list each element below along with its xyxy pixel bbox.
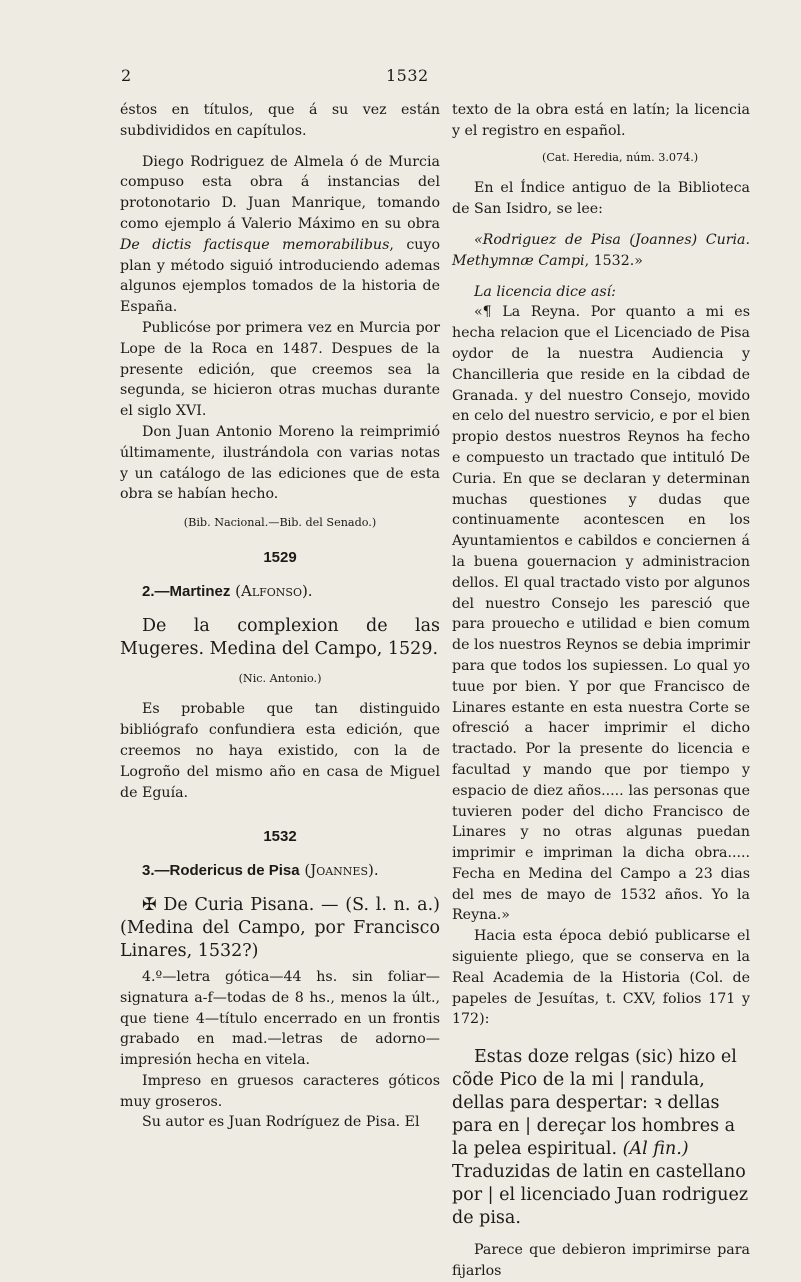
paragraph: Don Juan Antonio Moreno la reimprimió últimamente, ilustrándola con varias notas y un catálogo de las ediciones que de esta obra se habían hecho. [120,423,440,503]
citation: (Nic. Antonio.) [238,671,322,685]
paragraph: Parece que debieron imprimirse para fijarlos [452,1242,750,1280]
license-text: «¶ La Reyna. Por quanto a mi es hecha relacion que el Licenciado de Pisa oydor de la nuestra Audiencia y Chancilleria que reside en la cibdad de Granada. y del nuestro Consejo, movido en celo del nuestro servicio, e por el bien propio destos nuestros Reynos ha fecho e compuesto un tractado que intituló De Curia. En que se declaran y determinan muchas questiones y dudas que continuamente acontescen en los Ayuntamientos e cabildos e conciernen á la buena gouernacion y administracion dellos. El qual tractado visto por algunos del nuestro Consejo les paresció que para prouecho e utilidad e bien comum de los nuestros Reynos se debia imprimir para que todos los supiessen. Lo qual yo tuue por bien. Y por que Francisco de Linares estante en esta nuestra Corte se ofresció a hacer imprimir el dicho tractado. Por la presente do licencia e facultad y mando que por tiempo y espacio de diez años..... las personas que tuvieren poder del dicho Francisco de Linares y no otras algunas puedan imprimir e impriman la dicha obra..... Fecha en Medina del Campo a 23 dias del mes de mayo de 1532 años. Yo la Reyna.» [452,304,750,924]
pliego-title: Estas doze relgas (sic) hizo el cõde Pico de la mi | randula, dellas para despertar: ꝛ dellas para en | dereçar los hombres a la pelea espiritual. (Al fin.) Traduzidas de latin en castellano por | el licenciado Juan rodriguez de pisa. [452,1047,749,1229]
paragraph: En el Índice antiguo de la Biblioteca de San Isidro, se lee: [452,180,750,218]
paragraph: Impreso en gruesos caracteres góticos muy groseros. [120,1072,440,1110]
page-number: 2 [121,66,132,85]
entry-heading: 2.—Martinez (Alfonso). [142,581,313,600]
paragraph: La licencia dice así: [474,283,616,300]
paragraph: Publicóse por primera vez en Murcia por Lope de la Roca en 1487. Despues de la presente edición, que creemos sea la segunda, se hicieron otras muchas durante el siglo XVI. [120,319,440,420]
right-column [452,100,750,1282]
entry-title: ✠ De Curia Pisana. — (S. l. n. a.) (Medina del Campo, por Francisco Linares, 1532?) [120,894,440,961]
page-year-header: 1532 [386,66,429,85]
left-column [120,100,440,1133]
entry-heading: 3.—Rodericus de Pisa (Joannes). [142,861,379,880]
citation: (Bib. Nacional.—Bib. del Senado.) [183,516,377,530]
entry-title: De la complexion de las Mugeres. Medina del Campo, 1529. [120,615,440,659]
catalog-quote: «Rodriguez de Pisa (Joannes) Curia. Methymnæ Campi, 1532.» [452,231,750,269]
paragraph: 4.º—letra gótica—44 hs. sin foliar—signatura a-f—todas de 8 hs., menos la últ., que tiene 4—título encerrado en un frontis grabado en mad.—letras de adorno—impresión hecha en vitela. [120,968,440,1069]
paragraph: Hacia esta época debió publicarse el siguiente pliego, que se conserva en la Real Academia de la Historia (Col. de papeles de Jesuítas, t. CXV, folios 171 y 172): [452,928,750,1028]
paragraph: Diego Rodriguez de Almela ó de Murcia compuso esta obra á instancias del protonotario D. Juan Manrique, tomando como ejemplo á Valerio Máximo en su obra De dictis factisque memorabilibus, cuyo plan y método siguió introduciendo ademas algunos ejemplos tomados de la historia de España. [120,153,440,316]
paragraph: Es probable que tan distinguido bibliógrafo confundiera esta edición, que creemos no haya existido, con la de Logroño del mismo año en casa de Miguel de Eguía. [120,701,440,801]
year-heading: 1532 [263,828,297,846]
paragraph: texto de la obra está en latín; la licencia y el registro en español. [452,102,750,139]
citation: (Cat. Heredia, núm. 3.074.) [542,150,699,164]
paragraph: Su autor es Juan Rodríguez de Pisa. El [142,1114,420,1131]
year-heading: 1529 [263,548,297,566]
paragraph: éstos en títulos, que á su vez están subdivididos en capítulos. [120,102,440,139]
